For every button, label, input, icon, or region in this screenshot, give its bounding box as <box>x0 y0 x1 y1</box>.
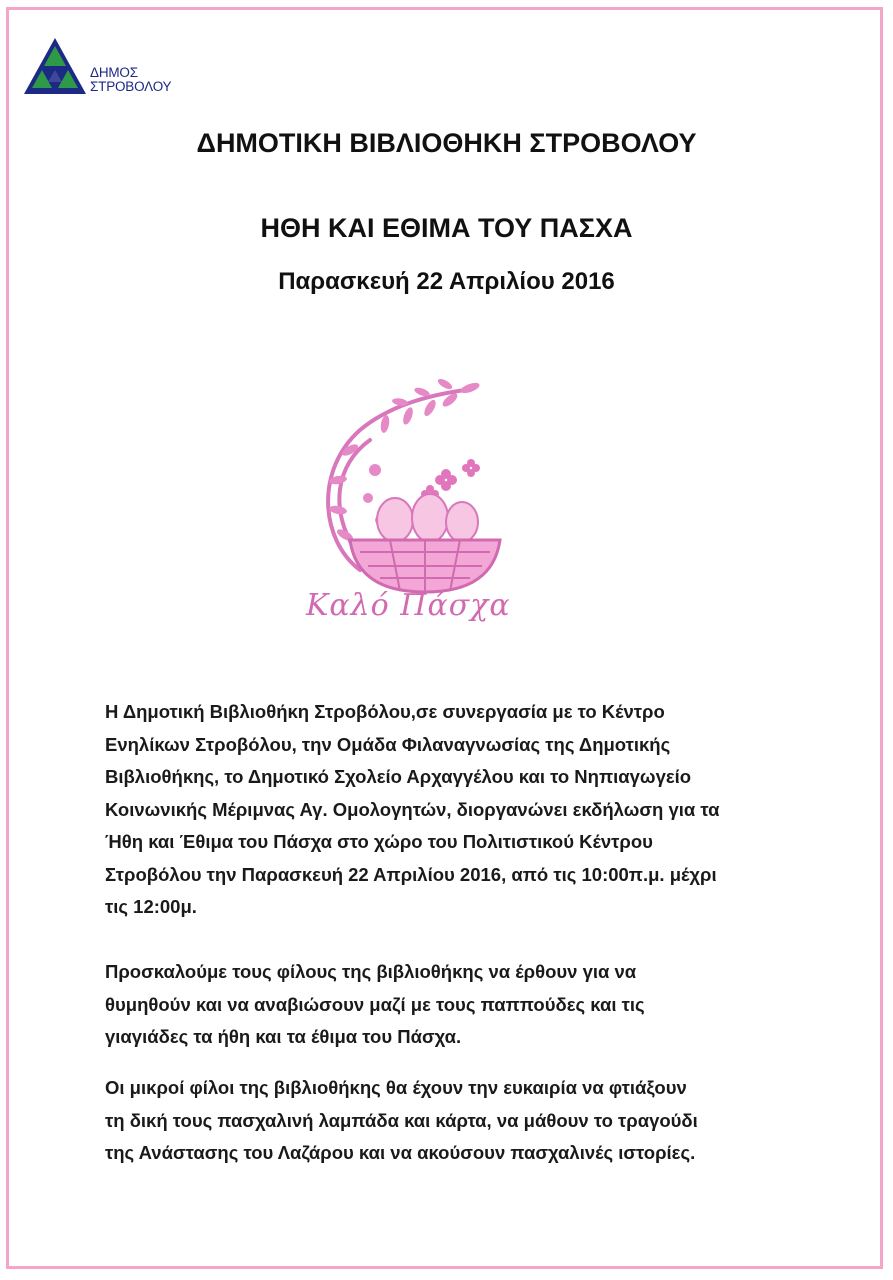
easter-basket-icon <box>290 370 550 600</box>
logo-text <box>90 66 171 94</box>
invitation-paragraph <box>105 956 795 1054</box>
paragraph-line: Ήθη και Έθιμα του Πάσχα στο χώρο του Πολιτιστικού Κέντρου <box>105 831 653 852</box>
paragraph-line: Κοινωνικής Μέριμνας Αγ. Ομολογητών, διοργανώνει εκδήλωση για τα <box>105 798 720 820</box>
municipality-logo <box>22 36 192 100</box>
paragraph-line: της Ανάστασης του Λαζάρου και να ακούσουν πασχαλινές ιστορίες. <box>105 1142 696 1163</box>
easter-greeting: Καλό Πάσχα <box>306 588 511 623</box>
paragraph-line: Βιβλιοθήκης, το Δημοτικό Σχολείο Αρχαγγέλου και το Νηπιαγωγείο <box>105 766 692 787</box>
paragraph-line: Στροβόλου την Παρασκευή 22 Απριλίου 2016, από τις 10:00π.μ. μέχρι <box>105 863 717 885</box>
paragraph-line: γιαγιάδες τα ήθη και τα έθιμα του Πάσχα. <box>105 1026 462 1047</box>
triangle-logo-icon <box>22 36 88 96</box>
event-date: Παρασκευή 22 Απριλίου 2016 <box>278 268 615 295</box>
library-heading: ΔΗΜΟΤΙΚΗ ΒΙΒΛΙΟΘΗΚΗ ΣΤΡΟΒΟΛΟΥ <box>196 128 697 158</box>
paragraph-line: Ενηλίκων Στροβόλου, την Ομάδα Φιλαναγνωσίας της Δημοτικής <box>105 733 671 755</box>
paragraph-line: τη δική τους πασχαλινή λαμπάδα και κάρτα, να μάθουν το τραγούδι <box>105 1109 698 1131</box>
paragraph-line: Η Δημοτική Βιβλιοθήκη Στροβόλου,σε συνεργασία με το Κέντρο <box>105 701 665 722</box>
paragraph-line: Οι μικροί φίλοι της βιβλιοθήκης θα έχουν την ευκαιρία να φτιάξουν <box>105 1077 687 1098</box>
activities-paragraph <box>105 1072 795 1170</box>
paragraph-line: θυμηθούν και να αναβιώσουν μαζί με τους παππούδες και τις <box>105 993 645 1015</box>
event-description-paragraph <box>105 696 795 924</box>
logo-line-2: ΣΤΡΟΒΟΛΟΥ <box>90 79 172 94</box>
paragraph-line: τις 12:00μ. <box>105 896 197 917</box>
event-title: ΗΘΗ ΚΑΙ ΕΘΙΜΑ ΤΟΥ ΠΑΣΧΑ <box>260 213 633 243</box>
paragraph-line: Προσκαλούμε τους φίλους της βιβλιοθήκης να έρθουν για να <box>105 961 637 982</box>
logo-line-1: ΔΗΜΟΣ <box>90 65 138 80</box>
